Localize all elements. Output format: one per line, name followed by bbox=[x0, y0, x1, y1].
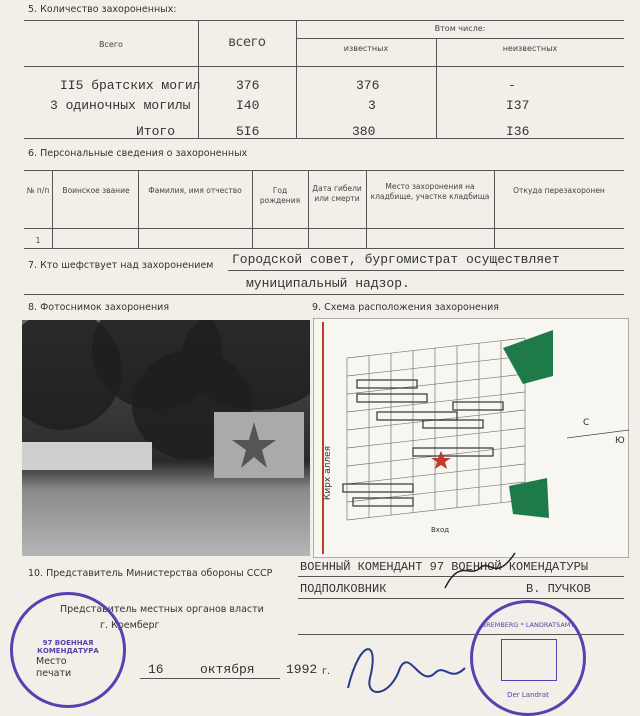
landrat-stamp bbox=[470, 600, 586, 716]
row-no: 1 bbox=[35, 236, 41, 245]
header-death-date: Дата гибели или смерти bbox=[312, 184, 362, 203]
street-label: Кирх аллея bbox=[323, 445, 334, 501]
row-total-label: Итого bbox=[136, 124, 176, 139]
row-total-unknown: I36 bbox=[506, 124, 530, 139]
header-unknown: неизвестных bbox=[502, 44, 558, 53]
compass-south: С bbox=[583, 418, 590, 428]
entrance-label: Вход bbox=[431, 526, 450, 534]
commandant-signature bbox=[440, 548, 520, 598]
section9-title: 9. Схема расположения захоронения bbox=[312, 302, 500, 313]
section6-title: 6. Персональные сведения о захороненных bbox=[28, 148, 248, 159]
burial-scheme bbox=[313, 318, 629, 558]
landrat-stamp-text: BREMBERG * LANDRATSAMT bbox=[481, 621, 575, 629]
section8-title: 8. Фотоснимок захоронения bbox=[28, 302, 170, 313]
date-month: октября bbox=[200, 662, 255, 677]
header-including: Втом числе: bbox=[434, 24, 486, 33]
row-single-graves-label: 3 одиночных могилы bbox=[50, 98, 191, 113]
header-known: известных bbox=[343, 44, 389, 53]
memorial-star-icon bbox=[431, 451, 451, 469]
row-total-total: 5I6 bbox=[236, 124, 260, 139]
commandant-name: В. ПУЧКОВ bbox=[526, 582, 591, 596]
row-single-graves-known: 3 bbox=[368, 98, 376, 113]
date-day: 16 bbox=[148, 662, 164, 677]
compass-north: Ю bbox=[615, 436, 625, 446]
section7-title: 7. Кто шефствует над захоронением bbox=[28, 260, 214, 271]
header-birth-year: Год рождения bbox=[259, 186, 301, 205]
section10-title: 10. Представитель Министерства обороны СССР bbox=[28, 568, 273, 579]
row-mass-graves-unknown: - bbox=[508, 78, 516, 93]
section5-title: 5. Количество захороненных: bbox=[28, 4, 177, 15]
landrat-signature bbox=[340, 628, 480, 708]
military-stamp bbox=[10, 592, 126, 708]
monument-star-icon bbox=[214, 412, 304, 478]
military-stamp-text: 97 ВОЕННАЯ КОМЕНДАТУРА bbox=[37, 639, 99, 655]
memorial-photo bbox=[22, 320, 310, 556]
header-total-left: Всего bbox=[99, 40, 123, 49]
header-total: всего bbox=[228, 35, 266, 50]
seal-label: печати bbox=[36, 668, 72, 679]
memorial-monument bbox=[214, 412, 304, 478]
memorial-wall bbox=[22, 442, 152, 470]
commandant-line1: ВОЕННЫЙ КОМЕНДАНТ 97 ВОЕННОЙ КОМЕНДАТУРЫ bbox=[300, 560, 589, 574]
header-fullname: Фамилия, имя отчество bbox=[148, 186, 242, 195]
header-reburied-from: Откуда перезахоронен bbox=[513, 186, 605, 195]
patron-line2: муниципальный надзор. bbox=[246, 276, 410, 291]
coat-of-arms-icon bbox=[501, 639, 557, 681]
row-mass-graves-known: 376 bbox=[356, 78, 380, 93]
town-name: г. Кремберг bbox=[100, 620, 160, 631]
row-mass-graves-total: 376 bbox=[236, 78, 260, 93]
header-burial-place: Место захоронения на кладбище, участке кладбища bbox=[370, 182, 490, 201]
seal-place-label: Место bbox=[36, 656, 67, 667]
header-no: № п/п bbox=[26, 186, 50, 195]
header-rank: Воинское звание bbox=[62, 186, 130, 195]
row-total-known: 380 bbox=[352, 124, 376, 139]
row-single-graves-unknown: I37 bbox=[506, 98, 530, 113]
landrat-stamp-bottom: Der Landrat bbox=[507, 691, 549, 699]
row-single-graves-total: I40 bbox=[236, 98, 260, 113]
date-suffix: г. bbox=[322, 666, 331, 677]
commandant-rank: ПОДПОЛКОВНИК bbox=[300, 582, 387, 596]
patron-line1: Городской совет, бургомистрат осуществляет bbox=[232, 252, 560, 267]
date-year: 1992 bbox=[286, 662, 318, 677]
section11-title: Представитель местных органов власти bbox=[60, 604, 264, 615]
row-mass-graves-label: II5 братских могил bbox=[60, 78, 201, 93]
